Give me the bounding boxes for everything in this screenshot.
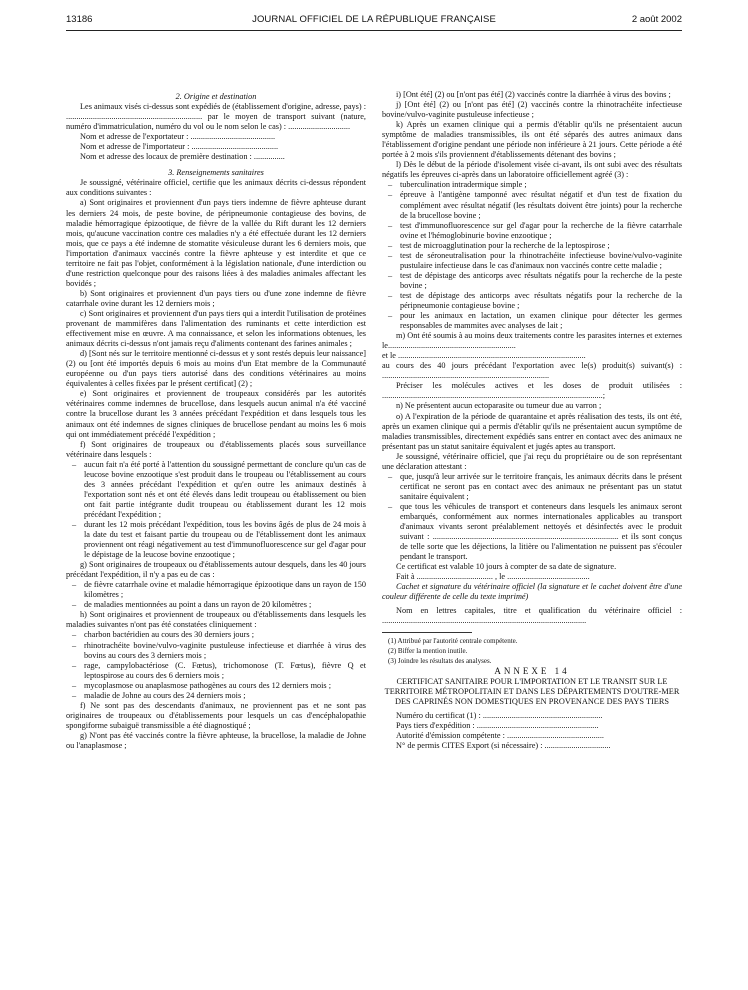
fait-line: Fait à ..................................... , le ........................................ [396,572,590,582]
list-item: – de fièvre catarrhale ovine et maladie hémorragique épizootique dans un rayon de 150 kilomètres ; [66,580,366,600]
s2-origin: Les animaux visés ci-dessus sont expédiés de (établissement d'origine, adresse, pays) : .................................................................. par le moyen de transport suivant (nature, numéro d'immatriculation, numéro du vol ou le nom selon le cas) : .............................. [66,102,366,132]
clause-g-list [66,580,366,610]
list-item: – rhinotrachéite bovine/vulvo-vaginite pustuleuse infectieuse et diarrhée à virus des bovins au cours des 3 derniers mois ; [66,641,366,661]
declaration-list [382,472,682,562]
cachet-text: Cachet et signature du vétérinaire officiel (la signature et le cachet doivent être d'une couleur différente de celle du texte imprimé) [382,582,682,602]
form-line: Numéro du certificat (1) : .......................................................... [396,710,603,720]
clause-m: m) Ont été soumis à au moins deux traitements contre les parasites internes et externes le.............................................................. [382,331,682,351]
clause-g2: g) N'ont pas été vaccinés contre la fièvre aphteuse, la brucellose, la maladie de Johne ou l'anaplasmose ; [66,730,366,750]
list-item: – que, jusqu'à leur arrivée sur le territoire français, les animaux décrits dans le présent certificat ne seront pas en contact avec des animaux ne présentant pas un statut sanitaire équivalent ; [382,472,682,502]
clause-b: b) Sont originaires et proviennent d'un pays tiers ou d'une zone indemne de fièvre catarrhale ovine durant les 12 derniers mois ; [66,288,366,308]
form-line: Pays tiers d'expédition : ........................................................... [396,720,599,730]
certificate-form [382,711,682,751]
list-item: – pour les animaux en lactation, un examen clinique pour détecter les germes responsables de mammites avec analyses de lait ; [382,311,682,331]
footnote-rule [382,632,472,633]
form-line: Autorité d'émission compétente : ............................................... [396,730,604,740]
s2-premises: Nom et adresse des locaux de première destination : ............... [80,152,285,162]
clause-c: c) Sont originaires et proviennent d'un pays tiers qui a interdit l'utilisation de protéines provenant de mammifères dans l'alimentation des ruminants et cette interdiction est effectivement mise en œuvre. A ma connaissance, et selon les informations obtenues, les animaux décrits ci-dessus n'ont jamais reçu d'aliments contenant des farines animales ; [66,308,366,349]
declaration-intro: Je soussigné, vétérinaire officiel, que j'ai reçu du propriétaire ou de son représentant une déclaration attestant : [382,451,682,471]
clause-m-molecules: Préciser les molécules actives et les doses de produit utilisées : ...........................................................................................................; [382,381,682,401]
clause-l-list [382,180,682,331]
list-item: – test de microagglutination pour la recherche de la leptospirose ; [382,241,682,251]
veterinarian-name: Nom en lettres capitales, titre et qualification du vétérinaire officiel : ................................................................................................... [382,606,682,626]
right-column [382,90,682,751]
clause-l: l) Dès le début de la période d'isolement visée ci-avant, ils ont subi avec des résultats négatifs les épreuves ci-après dans un laboratoire officiellement agréé (3) : [382,160,682,180]
clause-k: k) Après un examen clinique qui a permis d'établir qu'ils ne présentaient aucun symptôme de maladies transmissibles, ils ont été séparés des autres animaux dans l'établissement d'origine pendant une période non inférieure à 21 jours. Cette période a été portée à 2 mois s'ils proviennent d'établissements détenant des bovins ; [382,120,682,160]
issue-date: 2 août 2002 [631,14,682,25]
clause-h-list [66,630,366,700]
footnote-3: (3) Joindre les résultats des analyses. [388,657,492,666]
clause-f2: f) Ne sont pas des descendants d'animaux, ne proviennent pas et ne sont pas originaires de troupeaux ou d'établissements pour lesquels un cas d'encéphalopathie spongiforme subaiguë transmissible a été diagnostiqué ; [66,700,366,730]
page-number: 13186 [66,14,93,25]
list-item: – test d'immunofluorescence sur gel d'agar pour la recherche de la fièvre catarrhale ovine et l'hémoglobinurie bovine enzootique ; [382,221,682,241]
s2-importer: Nom et adresse de l'importateur : .......................................... [80,142,279,152]
clause-a: a) Sont originaires et proviennent d'un pays tiers indemne de fièvre aphteuse durant les derniers 24 mois, de peste bovine, de péripneumonie contagieuse des bovins, de maladie hémorragique épizootique, de fièvre de la vallée du Rift durant les 12 derniers mois, qu'aucune vaccination contre ces maladies n'y a été effectuée durant les 12 derniers mois, que ce pays a été indemne de stomatite vésiculeuse durant les 6 derniers mois, que l'importation d'animaux vaccinés contre la fièvre aphteuse y est interdite et que ce territoire ne fait pas l'objet, conformément à la législation nationale, d'une interdiction ou d'une restriction quelconque pour des raisons liées à des maladies animales affectant les bovidés ; [66,198,366,288]
list-item: – mycoplasmose ou anaplasmose pathogènes au cours des 12 derniers mois ; [66,681,366,691]
clause-f-list [66,460,366,560]
list-item: – test de dépistage des anticorps avec résultats négatifs pour la recherche de la peste bovine ; [382,271,682,291]
list-item: – maladie de Johne au cours des 24 derniers mois ; [66,691,366,701]
clause-m-date2: et le ........................................................................................... [382,351,586,361]
page-header [66,14,682,28]
clause-n: n) Ne présentent aucun ectoparasite ou tumeur due au varron ; [396,401,602,411]
left-column [66,92,366,751]
footnote-2: (2) Biffer la mention inutile. [388,647,468,656]
list-item: – charbon bactéridien au cours des 30 derniers jours ; [66,630,366,640]
list-item: – test de dépistage des anticorps avec résultats négatifs pour la recherche de la péripneumonie contagieuse bovine ; [382,291,682,311]
clause-g: g) Sont originaires de troupeaux ou d'établissements autour desquels, dans les 40 jours précédant l'expédition, il n'y a pas eu de cas : [66,560,366,580]
header-rule [66,30,682,31]
journal-title: JOURNAL OFFICIEL DE LA RÉPUBLIQUE FRANÇAISE [252,14,496,25]
list-item: – tuberculination intradermique simple ; [382,180,682,190]
certificate-title: CERTIFICAT SANITAIRE POUR L'IMPORTATION ET LE TRANSIT SUR LE TERRITOIRE MÉTROPOLITAIN ET DANS LES DÉPARTEMENTS D'OUTRE-MER DES CAPRINÉS NON DOMESTIQUES EN PROVENANCE DES PAYS TIERS [384,676,680,706]
list-item: – épreuve à l'antigène tamponné avec résultat négatif et d'un test de fixation du complément avec résultat négatif (les résultats doivent être joints) pour la recherche de la brucellose bovine ; [382,190,682,220]
list-item: – de maladies mentionnées au point a dans un rayon de 20 kilomètres ; [66,600,366,610]
clause-f: f) Sont originaires de troupeaux ou d'établissements placés sous surveillance vétérinaire dans lesquels : [66,439,366,459]
clause-i: i) [Ont été] (2) ou [n'ont pas été] (2) vaccinés contre la diarrhée à virus des bovins ; [396,90,671,99]
s2-exporter: Nom et adresse de l'exportateur : ......................................... [80,132,276,142]
clause-h: h) Sont originaires et proviennent de troupeaux ou d'établissements dans lesquels les maladies suivantes n'ont pas été constatées cliniquement : [66,610,366,630]
validity-text: Ce certificat est valable 10 jours à compter de sa date de signature. [396,562,617,572]
clause-e: e) Sont originaires et proviennent de troupeaux considérés par les autorités vétérinaires comme indemnes de brucellose, dans lesquels aucun animal n'a été vacciné contre la brucellose durant les 3 années précédant l'expédition et dans lesquels tous les animaux ont été indemnes de signes cliniques de brucellose pendant au moins les 6 mois qui ont immédiatement précédé l'expédition ; [66,389,366,439]
clause-d: d) [Sont nés sur le territoire mentionné ci-dessus et y sont restés depuis leur naissance] (2) ou [ont été importés depuis 6 mois au moins d'un Etat membre de la Communauté européenne ou d'un pays tiers autorisé dans des conditions vétérinaires au moins équivalentes à celles fixées par le présent certificat] (2) ; [66,349,366,389]
section-2-title: 2. Origine et destination [175,92,257,101]
annexe-title: ANNEXE 14 [494,666,570,677]
footnote-1: (1) Attribué par l'autorité centrale compétente. [388,637,518,646]
list-item: – que tous les véhicules de transport et conteneurs dans lesquels les animaux seront embarqués, conformément aux normes internationales applicables au transport d'animaux vivants seront préalablement nettoyés et désinfectés avec le produit suivant : .......................................................................................... et ils sont conçus de telle sorte que les déjections, la litière ou l'alimentation ne puissent pas s'écouler pendant le transport. [382,502,682,562]
list-item: – durant les 12 mois précédant l'expédition, tous les bovins âgés de plus de 24 mois à la date du test et faisant partie du troupeau ou de l'établissement dont les animaux proviennent ont réagi négativement au test d'immunofluorescence sur gel d'agar pour le dépistage de la leucose bovine enzootique ; [66,520,366,560]
list-item: – rage, campylobactériose (C. Fœtus), trichomonose (T. Fœtus), fièvre Q et leptospirose au cours des 6 derniers mois ; [66,661,366,681]
clause-m-products: au cours des 40 jours précédant l'exportation avec le(s) produit(s) suivant(s) : ................................................................................. [382,361,682,381]
list-item: – aucun fait n'a été porté à l'attention du soussigné permettant de conclure qu'un cas de leucose bovine enzootique s'est produit dans le troupeau ou l'établissement au cours des 3 années précédant l'expédition et qu'en outre les animaux destinés à l'exportation sont nés et ont été élevés dans ledit troupeau ou établissement ou bien ont fait partie intégrante dudit troupeau ou établissement durant les 12 mois précédant l'expédition ; [66,460,366,520]
form-line: N° de permis CITES Export (si nécessaire) : ................................ [396,740,611,750]
section-3-title: 3. Renseignements sanitaires [168,168,264,178]
clause-o: o) A l'expiration de la période de quarantaine et après réalisation des tests, ils ont été, après un examen clinique qui a permis d'établir qu'ils ne présentaient aucun symptôme de maladies transmissibles, directement expédiés sans entrer en contact avec des animaux ne présentant pas un statut sanitaire équivalent et jugés aptes au transport. [382,411,682,451]
s3-intro: Je soussigné, vétérinaire officiel, certifie que les animaux décrits ci-dessus répondent aux conditions suivantes : [66,178,366,198]
clause-j: j) [Ont été] (2) ou [n'ont pas été] (2) vaccinés contre la rhinotrachéite infectieuse bovine/vulvo-vaginite pustuleuse infectieuse ; [382,100,682,120]
list-item: – test de séroneutralisation pour la rhinotrachéite infectieuse bovine/vulvo-vaginite pustulaire infectieuse dans le cas d'animaux non vaccinés contre cette maladie ; [382,251,682,271]
